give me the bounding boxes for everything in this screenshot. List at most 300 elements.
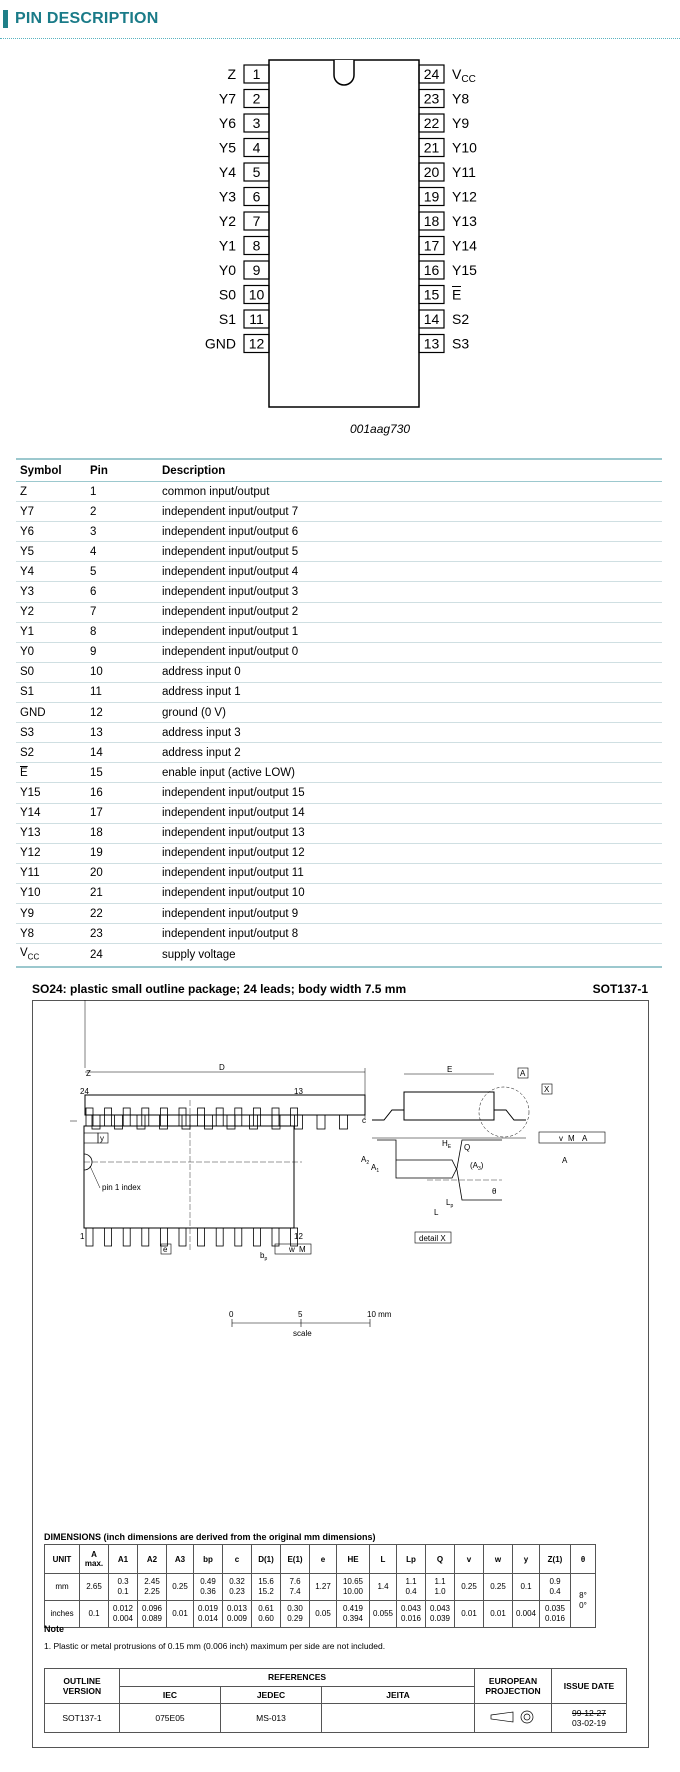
dim-value-cell: 0.01 xyxy=(167,1601,194,1628)
table-row xyxy=(16,562,662,582)
cell-symbol: S0 xyxy=(16,662,86,682)
cell-description: independent input/output 5 xyxy=(158,542,662,562)
end-view xyxy=(362,1065,605,1150)
pin1-index-label: pin 1 index xyxy=(102,1183,141,1192)
dim-header-cell: c xyxy=(223,1545,252,1574)
package-outline-drawing xyxy=(32,1000,649,1530)
side-lead xyxy=(340,1115,348,1129)
cell-description: independent input/output 2 xyxy=(158,602,662,622)
table-row xyxy=(16,682,662,702)
section-title: PIN DESCRIPTION xyxy=(15,10,159,27)
right-pin-group xyxy=(419,65,477,353)
table-row xyxy=(16,622,662,642)
pin-number: 11 xyxy=(249,311,264,327)
side-lead xyxy=(317,1115,325,1129)
dim-value-cell: 7.6 7.4 xyxy=(281,1574,310,1601)
dim-Q-label: Q xyxy=(464,1143,471,1152)
pin-name: S1 xyxy=(218,311,236,327)
top-lead-lower xyxy=(198,1228,205,1246)
table-row xyxy=(16,863,662,883)
dim-value-cell: 15.6 15.2 xyxy=(252,1574,281,1601)
pin-name: Y10 xyxy=(452,139,477,156)
side-lead xyxy=(205,1115,213,1129)
dim-value-cell: 0.013 0.009 xyxy=(223,1601,252,1628)
cell-symbol: Y13 xyxy=(16,823,86,843)
tol-w-label: w xyxy=(289,1245,295,1254)
dim-value-cell: 0.01 xyxy=(455,1601,484,1628)
table-row xyxy=(16,502,662,522)
dim-L-label: L xyxy=(434,1208,439,1217)
pin-number: 4 xyxy=(252,139,261,156)
pin-name: Y13 xyxy=(452,213,477,229)
side-lead xyxy=(137,1115,145,1129)
cell-symbol: Y10 xyxy=(16,883,86,903)
cell-description: independent input/output 6 xyxy=(158,522,662,542)
pin-name: Y1 xyxy=(218,237,236,254)
cell-symbol: $V_{CC}$ xyxy=(16,944,86,968)
cell-description: independent input/output 8 xyxy=(158,924,662,944)
references-table xyxy=(44,1668,627,1733)
pin-number: 14 xyxy=(423,311,440,327)
cell-symbol: GND xyxy=(16,703,86,723)
row-iec: 075E05 xyxy=(120,1704,221,1733)
cell-pin: 20 xyxy=(86,863,158,883)
side-lead xyxy=(115,1115,123,1129)
top-lead-lower xyxy=(105,1228,112,1246)
pin-number: 23 xyxy=(423,90,440,107)
section-divider xyxy=(0,38,680,39)
row-version: SOT137-1 xyxy=(45,1704,120,1733)
cell-pin: 10 xyxy=(86,662,158,682)
pin-number: 20 xyxy=(423,164,440,180)
cell-symbol: Y8 xyxy=(16,924,86,944)
pin-name: S2 xyxy=(452,311,470,327)
cell-pin: 23 xyxy=(86,924,158,944)
cell-description: address input 1 xyxy=(158,682,662,702)
pin-name: Y4 xyxy=(218,164,236,180)
cell-pin: 2 xyxy=(86,502,158,522)
dim-theta-cell: 8° 0° xyxy=(571,1574,596,1628)
section-marker xyxy=(3,10,8,28)
dim-A-label: A xyxy=(562,1156,568,1165)
dim-value-cell: 0.019 0.014 xyxy=(194,1601,223,1628)
issue-date-header: ISSUE DATE xyxy=(552,1669,627,1704)
cell-pin: 6 xyxy=(86,582,158,602)
dim-value-cell: 0.055 xyxy=(370,1601,397,1628)
table-row xyxy=(16,763,662,783)
pin-name: $V_{CC}$ xyxy=(452,66,476,85)
pin-name: Y15 xyxy=(452,262,477,278)
cell-pin: 19 xyxy=(86,843,158,863)
scale-0-label: 0 xyxy=(229,1310,234,1319)
pin-number: 22 xyxy=(423,115,440,131)
pin-number: 13 xyxy=(423,335,440,352)
dim-header-cell: Q xyxy=(426,1545,455,1574)
dim-value-cell: 0.9 0.4 xyxy=(540,1574,571,1601)
dim-A1-label: $A_1$ xyxy=(371,1163,380,1174)
dim-header-cell: UNIT xyxy=(45,1545,80,1574)
dim-value-cell: 0.49 0.36 xyxy=(194,1574,223,1601)
dim-c-label: c xyxy=(362,1116,366,1125)
cell-symbol: Y11 xyxy=(16,863,86,883)
cell-description: independent input/output 0 xyxy=(158,642,662,662)
dim-header-cell: w xyxy=(484,1545,513,1574)
scale-caption: scale xyxy=(293,1329,312,1338)
dim-value-cell: 1.1 0.4 xyxy=(397,1574,426,1601)
table-row xyxy=(16,542,662,562)
header-pin: Pin xyxy=(86,459,158,482)
side-lead xyxy=(295,1115,303,1129)
dim-value-cell: 0.25 xyxy=(484,1574,513,1601)
tol-wM-label: M xyxy=(299,1245,306,1254)
dim-value-cell: 0.096 0.089 xyxy=(138,1601,167,1628)
dim-header-cell: E(1) xyxy=(281,1545,310,1574)
dim-value-cell: 2.45 2.25 xyxy=(138,1574,167,1601)
dim-header-cell: A max. xyxy=(80,1545,109,1574)
table-row xyxy=(16,602,662,622)
table-row xyxy=(16,783,662,803)
cell-symbol: Z xyxy=(16,482,86,502)
cell-pin: 4 xyxy=(86,542,158,562)
pin-name: Y5 xyxy=(218,139,236,156)
cell-description: independent input/output 7 xyxy=(158,502,662,522)
table-row xyxy=(16,944,662,968)
pinout-diagram xyxy=(0,40,680,450)
top-lead-upper xyxy=(235,1108,242,1126)
cell-pin: 15 xyxy=(86,763,158,783)
cell-symbol: Y5 xyxy=(16,542,86,562)
jeita-header: JEITA xyxy=(322,1686,475,1704)
scale-5-label: 5 xyxy=(298,1310,303,1319)
top-lead-upper xyxy=(160,1108,167,1126)
header-description: Description xyxy=(158,459,662,482)
cell-symbol: S2 xyxy=(16,743,86,763)
cell-description: independent input/output 4 xyxy=(158,562,662,582)
cell-pin: 9 xyxy=(86,642,158,662)
top-lead-upper xyxy=(216,1108,223,1126)
cell-pin: 18 xyxy=(86,823,158,843)
cell-description: address input 3 xyxy=(158,723,662,743)
pin-number: 17 xyxy=(423,237,440,254)
pin24-label: 24 xyxy=(80,1087,89,1096)
pin-name: Y11 xyxy=(452,164,476,180)
left-pin-group xyxy=(205,65,269,353)
pin-number: 6 xyxy=(252,188,261,205)
pin-number: 9 xyxy=(252,262,261,278)
issue-date-new: 03-02-19 xyxy=(571,1718,607,1728)
side-lead xyxy=(227,1115,235,1129)
projection-symbol xyxy=(475,1704,552,1733)
cell-pin: 16 xyxy=(86,783,158,803)
dim-Lp-label: $L_p$ xyxy=(446,1198,454,1209)
cell-description: independent input/output 10 xyxy=(158,883,662,903)
top-lead-upper xyxy=(253,1108,260,1126)
dim-value-cell: 0.3 0.1 xyxy=(109,1574,138,1601)
dim-Z-label: Z xyxy=(86,1069,91,1078)
pin-name: S3 xyxy=(452,335,470,352)
pin-name: Y0 xyxy=(218,262,236,278)
dim-value-cell: 1.4 xyxy=(370,1574,397,1601)
pin-number: 21 xyxy=(423,139,440,156)
pin-name: Y8 xyxy=(452,90,470,107)
cell-description: enable input (active LOW) xyxy=(158,763,662,783)
theta-label: θ xyxy=(492,1187,497,1196)
dim-header-cell: v xyxy=(455,1545,484,1574)
top-lead-upper xyxy=(198,1108,205,1126)
dim-value-cell: 0.01 xyxy=(484,1601,513,1628)
cell-description: independent input/output 1 xyxy=(158,622,662,642)
dim-header-cell: D(1) xyxy=(252,1545,281,1574)
table-row xyxy=(16,703,662,723)
issue-date-old: 99-12-27 xyxy=(571,1708,607,1718)
dim-value-cell: 0.25 xyxy=(167,1574,194,1601)
top-lead-lower xyxy=(272,1228,279,1246)
pin-name: E xyxy=(452,286,462,303)
cell-description: independent input/output 9 xyxy=(158,903,662,923)
table-row xyxy=(16,803,662,823)
ic-notch xyxy=(334,60,354,85)
cell-symbol: Y6 xyxy=(16,522,86,542)
references-header: REFERENCES xyxy=(120,1669,475,1687)
outline-version-header: OUTLINE VERSION xyxy=(45,1669,120,1704)
table-row xyxy=(16,924,662,944)
pin-name: S0 xyxy=(218,286,236,303)
table-row xyxy=(16,843,662,863)
pin-name: Y6 xyxy=(218,115,236,131)
dim-header-cell: Lp xyxy=(397,1545,426,1574)
table-row xyxy=(16,482,662,502)
cell-pin: 11 xyxy=(86,682,158,702)
note-heading: Note xyxy=(44,1624,64,1634)
tol-M-label: M xyxy=(568,1134,575,1143)
dim-value-cell: 0.035 0.016 xyxy=(540,1601,571,1628)
dimensions-title: DIMENSIONS (inch dimensions are derived from the original mm dimensions) xyxy=(44,1532,376,1542)
package-title: SO24: plastic small outline package; 24 leads; body width 7.5 mm xyxy=(32,982,407,996)
cell-description: common input/output xyxy=(158,482,662,502)
note-text: 1. Plastic or metal protrusions of 0.15 mm (0.006 inch) maximum per side are not included. xyxy=(44,1641,386,1651)
row-jeita xyxy=(322,1704,475,1733)
dim-value-cell: 0.043 0.016 xyxy=(397,1601,426,1628)
pin-number: 1 xyxy=(252,66,261,82)
cell-symbol: Y14 xyxy=(16,803,86,823)
cell-description: address input 2 xyxy=(158,743,662,763)
pin13-label: 13 xyxy=(294,1087,303,1096)
dim-value-cell: 0.32 0.23 xyxy=(223,1574,252,1601)
table-row xyxy=(16,883,662,903)
cell-pin: 17 xyxy=(86,803,158,823)
top-lead-lower xyxy=(142,1228,149,1246)
cell-pin: 22 xyxy=(86,903,158,923)
row-jedec: MS-013 xyxy=(221,1704,322,1733)
pin12-label: 12 xyxy=(294,1232,303,1241)
pin-number: 10 xyxy=(248,286,265,303)
pin-number: 3 xyxy=(252,115,261,131)
pin-name: Y2 xyxy=(218,213,236,229)
cell-pin: 13 xyxy=(86,723,158,743)
top-lead-lower xyxy=(86,1228,93,1246)
dim-header-cell: Z(1) xyxy=(540,1545,571,1574)
pin-name: Y7 xyxy=(218,90,236,107)
cell-symbol: Y4 xyxy=(16,562,86,582)
iec-header: IEC xyxy=(120,1686,221,1704)
cell-symbol: Y2 xyxy=(16,602,86,622)
dim-unit-cell: mm xyxy=(45,1574,80,1601)
scale-10-label: 10 mm xyxy=(367,1310,392,1319)
dim-E-label: E xyxy=(447,1065,453,1074)
dimensions-table xyxy=(44,1544,596,1628)
header-symbol: Symbol xyxy=(16,459,86,482)
cell-description: address input 0 xyxy=(158,662,662,682)
table-row xyxy=(16,642,662,662)
dim-row xyxy=(45,1574,596,1601)
top-lead-upper xyxy=(123,1108,130,1126)
cell-pin: 8 xyxy=(86,622,158,642)
dim-header-cell: A3 xyxy=(167,1545,194,1574)
cell-pin: 14 xyxy=(86,743,158,763)
datum-A-label: A xyxy=(520,1069,526,1078)
top-lead-lower xyxy=(160,1228,167,1246)
top-lead-lower xyxy=(235,1228,242,1246)
dim-D-label: D xyxy=(219,1063,225,1072)
top-lead-upper xyxy=(272,1108,279,1126)
top-lead-lower xyxy=(253,1228,260,1246)
pin-number: 24 xyxy=(423,66,440,82)
cell-description: supply voltage xyxy=(158,944,662,968)
table-row xyxy=(16,582,662,602)
dim-A3-label: $(A_3)$ xyxy=(470,1161,484,1172)
dim-header-cell: y xyxy=(513,1545,540,1574)
top-lead-upper xyxy=(179,1108,186,1126)
figure-id: 001aag730 xyxy=(350,422,411,436)
pin-number: 18 xyxy=(423,213,440,229)
cell-pin: 7 xyxy=(86,602,158,622)
cell-symbol: Y3 xyxy=(16,582,86,602)
cell-description: independent input/output 11 xyxy=(158,863,662,883)
side-view xyxy=(70,1000,365,1143)
cell-description: independent input/output 13 xyxy=(158,823,662,843)
pin-name: Y3 xyxy=(218,188,236,205)
cell-pin: 5 xyxy=(86,562,158,582)
package-id: SOT137-1 xyxy=(592,982,648,996)
dim-value-cell: 0.05 xyxy=(310,1601,337,1628)
cell-description: independent input/output 12 xyxy=(158,843,662,863)
pin-number: 5 xyxy=(252,164,261,180)
pin-number: 7 xyxy=(252,213,261,229)
dim-value-cell: 1.1 1.0 xyxy=(426,1574,455,1601)
dim-A2-label: $A_2$ xyxy=(361,1155,370,1166)
dim-value-cell: 0.1 xyxy=(80,1601,109,1628)
dim-value-cell: 10.65 10.00 xyxy=(337,1574,370,1601)
dim-value-cell: 0.61 0.60 xyxy=(252,1601,281,1628)
pin-description-table xyxy=(16,458,662,968)
cell-symbol: Y1 xyxy=(16,622,86,642)
dim-value-cell: 0.043 0.039 xyxy=(426,1601,455,1628)
cell-description: independent input/output 3 xyxy=(158,582,662,602)
pin1-label: 1 xyxy=(80,1232,85,1241)
cell-symbol: S3 xyxy=(16,723,86,743)
pin-name: Z xyxy=(227,66,236,82)
pin-number: 19 xyxy=(423,188,440,205)
cell-description: independent input/output 15 xyxy=(158,783,662,803)
row-issue-date xyxy=(552,1704,627,1733)
dim-header-cell: L xyxy=(370,1545,397,1574)
projection-icon xyxy=(487,1709,539,1725)
detail-X-label: X xyxy=(544,1085,550,1094)
pin-number: 8 xyxy=(252,237,261,254)
tol-v-label: v xyxy=(559,1134,563,1143)
table-row xyxy=(16,723,662,743)
dim-header-cell: A1 xyxy=(109,1545,138,1574)
cell-description: ground (0 V) xyxy=(158,703,662,723)
cell-pin: 1 xyxy=(86,482,158,502)
flatness-y-label: y xyxy=(100,1134,104,1143)
pin-name: GND xyxy=(204,335,236,352)
dim-header-cell: bp xyxy=(194,1545,223,1574)
european-projection-header: EUROPEAN PROJECTION xyxy=(475,1669,552,1704)
pin-number: 15 xyxy=(423,286,440,303)
pin-number: 2 xyxy=(252,90,261,107)
table-header-row xyxy=(16,459,662,482)
tol-A-label: A xyxy=(582,1134,588,1143)
cell-symbol: Y0 xyxy=(16,642,86,662)
dim-header-cell: θ xyxy=(571,1545,596,1574)
top-lead-lower xyxy=(216,1228,223,1246)
dim-value-cell: 2.65 xyxy=(80,1574,109,1601)
top-lead-lower xyxy=(179,1228,186,1246)
pin-name: Y9 xyxy=(452,115,470,131)
dim-HE-label: $H_E$ xyxy=(442,1139,452,1150)
dim-row xyxy=(45,1601,596,1628)
dim-header-cell: e xyxy=(310,1545,337,1574)
dim-value-cell: 1.27 xyxy=(310,1574,337,1601)
cell-description: independent input/output 14 xyxy=(158,803,662,823)
cell-symbol: Y9 xyxy=(16,903,86,923)
cell-pin: 3 xyxy=(86,522,158,542)
top-view xyxy=(80,1069,311,1262)
cell-pin: 21 xyxy=(86,883,158,903)
dim-bp-label: $b_p$ xyxy=(260,1251,268,1262)
pitch-e-label: e xyxy=(163,1245,168,1254)
cell-pin: 24 xyxy=(86,944,158,968)
cell-symbol: S1 xyxy=(16,682,86,702)
pin-number: 16 xyxy=(423,262,440,278)
table-row xyxy=(16,903,662,923)
table-row xyxy=(16,823,662,843)
cell-symbol: Y12 xyxy=(16,843,86,863)
jedec-header: JEDEC xyxy=(221,1686,322,1704)
dim-value-cell: 0.25 xyxy=(455,1574,484,1601)
table-row xyxy=(16,522,662,542)
ic-body xyxy=(269,60,419,407)
pin-name: Y12 xyxy=(452,188,477,205)
dim-header-cell: HE xyxy=(337,1545,370,1574)
top-lead-lower xyxy=(123,1228,130,1246)
table-row xyxy=(16,662,662,682)
dim-value-cell: 0.30 0.29 xyxy=(281,1601,310,1628)
dim-value-cell: 0.1 xyxy=(513,1574,540,1601)
dim-value-cell: 0.012 0.004 xyxy=(109,1601,138,1628)
pin-name: Y14 xyxy=(452,237,477,254)
cell-pin: 12 xyxy=(86,703,158,723)
dim-unit-cell: inches xyxy=(45,1601,80,1628)
dim-header-cell: A2 xyxy=(138,1545,167,1574)
dim-value-cell: 0.419 0.394 xyxy=(337,1601,370,1628)
pin-number: 12 xyxy=(248,335,265,352)
top-lead-upper xyxy=(105,1108,112,1126)
scale-bar xyxy=(229,1310,392,1338)
detail-x-view xyxy=(361,1140,568,1243)
cell-symbol: Y15 xyxy=(16,783,86,803)
